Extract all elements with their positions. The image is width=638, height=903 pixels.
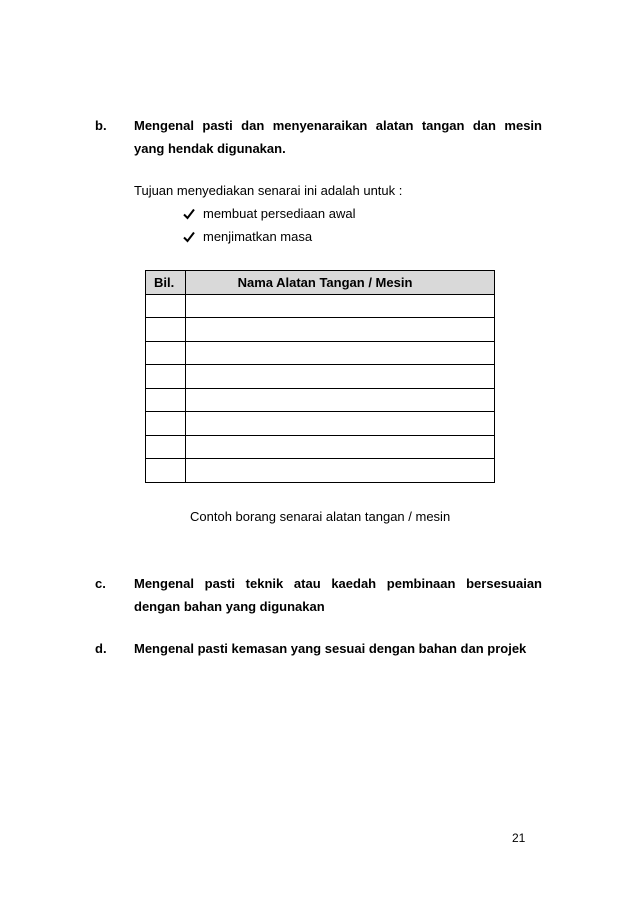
cell-bil (146, 294, 186, 318)
table-row (146, 435, 495, 459)
page-number: 21 (512, 831, 526, 845)
bullet-item (183, 229, 312, 245)
table-row (146, 365, 495, 389)
table-caption: Contoh borang senarai alatan tangan / mesin (190, 509, 451, 524)
bullet-label: membuat persediaan awal (203, 206, 356, 221)
table-row (146, 388, 495, 412)
checkmark-icon (183, 231, 195, 243)
cell-bil (146, 341, 186, 365)
section-c-letter: c. (95, 576, 106, 591)
section-b-heading-line1: Mengenal pasti dan menyenaraikan alatan tangan dan mesin (134, 118, 542, 133)
cell-nama (186, 341, 495, 365)
section-c-heading-line1: Mengenal pasti teknik atau kaedah pembinaan bersesuaian (134, 576, 542, 591)
cell-nama (186, 412, 495, 436)
section-b-heading-line2: yang hendak digunakan. (134, 141, 286, 156)
table-row (146, 341, 495, 365)
cell-bil (146, 435, 186, 459)
table-row (146, 459, 495, 483)
cell-nama (186, 459, 495, 483)
table-row (146, 318, 495, 342)
checkmark-icon (183, 208, 195, 220)
table-row (146, 294, 495, 318)
section-d-heading: Mengenal pasti kemasan yang sesuai dengan bahan dan projek (134, 641, 527, 656)
table-row (146, 412, 495, 436)
cell-nama (186, 365, 495, 389)
cell-nama (186, 388, 495, 412)
cell-bil (146, 388, 186, 412)
cell-bil (146, 318, 186, 342)
cell-nama (186, 318, 495, 342)
header-nama: Nama Alatan Tangan / Mesin (186, 271, 495, 295)
bullet-label: menjimatkan masa (203, 229, 313, 244)
cell-bil (146, 459, 186, 483)
section-b-intro: Tujuan menyediakan senarai ini adalah untuk : (134, 183, 403, 198)
section-b-letter: b. (95, 118, 107, 133)
cell-bil (146, 412, 186, 436)
section-c-heading-line2: dengan bahan yang digunakan (134, 599, 325, 614)
cell-nama (186, 435, 495, 459)
table-header-row (146, 271, 495, 295)
header-bil: Bil. (146, 271, 186, 295)
tool-list-table (145, 270, 495, 483)
cell-nama (186, 294, 495, 318)
section-d-letter: d. (95, 641, 107, 656)
cell-bil (146, 365, 186, 389)
bullet-item (183, 206, 355, 222)
